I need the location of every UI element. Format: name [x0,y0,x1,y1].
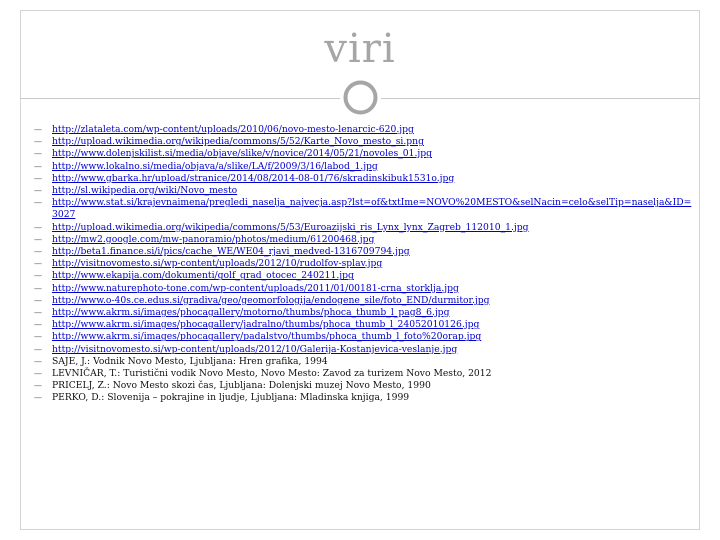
chevron-bullet-icon: — [34,344,42,354]
source-link[interactable]: http://www.akrm.si/images/phocagallery/motorno/thumbs/phoca_thumb_l_pag8_6.jpg [52,307,450,319]
divider-left [20,98,340,99]
slide-title: viri [324,26,396,72]
source-link[interactable]: http://www.lokalno.si/media/objava/a/slike/LA/f/2009/3/16/labod_1.jpg [52,160,378,172]
source-link-item [34,234,694,246]
source-link[interactable]: http://www.stat.si/krajevnaimena/pregledi_naselja_najvecja.asp?lst=of&txtIme=NOVO%20MESTO&selNacin=celo&selTip=naselja&ID=3027 [52,197,692,221]
chevron-bullet-icon: — [34,356,42,366]
source-link-item [34,136,694,148]
source-list [34,124,694,405]
source-link[interactable]: http://www.naturephoto-tone.com/wp-content/uploads/2011/01/00181-crna_storklja.jpg [52,282,459,294]
reference-text: PERKO, D.: Slovenija – pokrajine in ljudje, Ljubljana: Mladinska knjiga, 1999 [52,392,410,404]
source-link-item [34,185,694,197]
chevron-bullet-icon: — [34,369,42,379]
chevron-bullet-icon: — [34,137,42,147]
reference-text: PRICELJ, Z.: Novo Mesto skozi čas, Ljubljana: Dolenjski muzej Novo Mesto, 1990 [52,380,431,392]
chevron-bullet-icon: — [34,332,42,342]
source-link-item [34,222,694,234]
source-link[interactable]: http://upload.wikimedia.org/wikipedia/commons/5/53/Euroazijski_ris_Lynx_lynx_Zagreb_112010_1.jpg [52,221,529,233]
chevron-bullet-icon: — [34,393,42,403]
chevron-bullet-icon: — [34,173,42,183]
source-link-item [34,270,694,282]
source-link-item [34,344,694,356]
chevron-bullet-icon: — [34,186,42,196]
source-link[interactable]: http://www.akrm.si/images/phocagallery/padalstvo/thumbs/phoca_thumb_l_foto%20orap.jpg [52,331,482,343]
source-link[interactable]: http://www.gbarka.hr/upload/stranice/2014/08/2014-08-01/76/skradinskibuk1531o.jpg [52,172,455,184]
reference-item [34,356,694,368]
chevron-bullet-icon: — [34,234,42,244]
chevron-bullet-icon: — [34,295,42,305]
reference-text: LEVNIČAR, T.: Turistični vodik Novo Mesto, Novo Mesto: Zavod za turizem Novo Mesto, 2012 [52,368,492,380]
source-link-item [34,258,694,270]
chevron-bullet-icon: — [34,381,42,391]
chevron-bullet-icon: — [34,149,42,159]
chevron-bullet-icon: — [34,271,42,281]
divider-right [381,98,700,99]
chevron-bullet-icon: — [34,125,42,134]
source-link-item [34,197,694,221]
source-link[interactable]: http://visitnovomesto.si/wp-content/uploads/2012/10/Galerija-Kostanjevica-veslanje.jpg [52,343,458,355]
source-link-item [34,124,694,136]
chevron-bullet-icon: — [34,308,42,318]
source-link[interactable]: http://beta1.finance.si/i/pics/cache_WE/WE04_rjavi_medved-1316709794.jpg [52,246,410,258]
ring-ornament-icon [343,80,378,115]
chevron-bullet-icon: — [34,247,42,257]
chevron-bullet-icon: — [34,320,42,330]
source-link-item [34,319,694,331]
source-link[interactable]: http://sl.wikipedia.org/wiki/Novo_mesto [52,185,238,197]
source-link-item [34,331,694,343]
source-link[interactable]: http://www.ekapija.com/dokumenti/golf_grad_otocec_240211.jpg [52,270,354,282]
source-link-item [34,148,694,160]
source-link[interactable]: http://visitnovomesto.si/wp-content/uploads/2012/10/rudolfov-splav.jpg [52,258,383,270]
chevron-bullet-icon: — [34,283,42,293]
source-link[interactable]: http://zlataleta.com/wp-content/uploads/2010/06/novo-mesto-lenarcic-620.jpg [52,124,414,135]
reference-item [34,368,694,380]
source-link-item [34,295,694,307]
reference-item [34,392,694,404]
chevron-bullet-icon: — [34,161,42,171]
source-link-item [34,307,694,319]
source-link[interactable]: http://upload.wikimedia.org/wikipedia/commons/5/52/Karte_Novo_mesto_si.png [52,136,424,148]
source-link[interactable]: http://www.dolenjskilist.si/media/objave/slike/v/novice/2014/05/21/novoles_01.jpg [52,148,432,160]
reference-text: SAJE, J.: Vodnik Novo Mesto, Ljubljana: Hren grafika, 1994 [52,355,328,367]
source-link-item [34,161,694,173]
source-link[interactable]: http://www.o-40s.ce.edus.si/gradiva/geo/geomorfologija/endogene_sile/foto_END/durmitor.jpg [52,294,490,306]
chevron-bullet-icon: — [34,198,42,208]
source-link-item [34,246,694,258]
reference-item [34,380,694,392]
source-link-item [34,173,694,185]
source-link[interactable]: http://www.akrm.si/images/phocagallery/jadralno/thumbs/phoca_thumb_l_24052010126.jpg [52,319,480,331]
chevron-bullet-icon: — [34,222,42,232]
chevron-bullet-icon: — [34,259,42,269]
source-link[interactable]: http://mw2.google.com/mw-panoramio/photos/medium/61200468.jpg [52,233,375,245]
source-link-item [34,283,694,295]
